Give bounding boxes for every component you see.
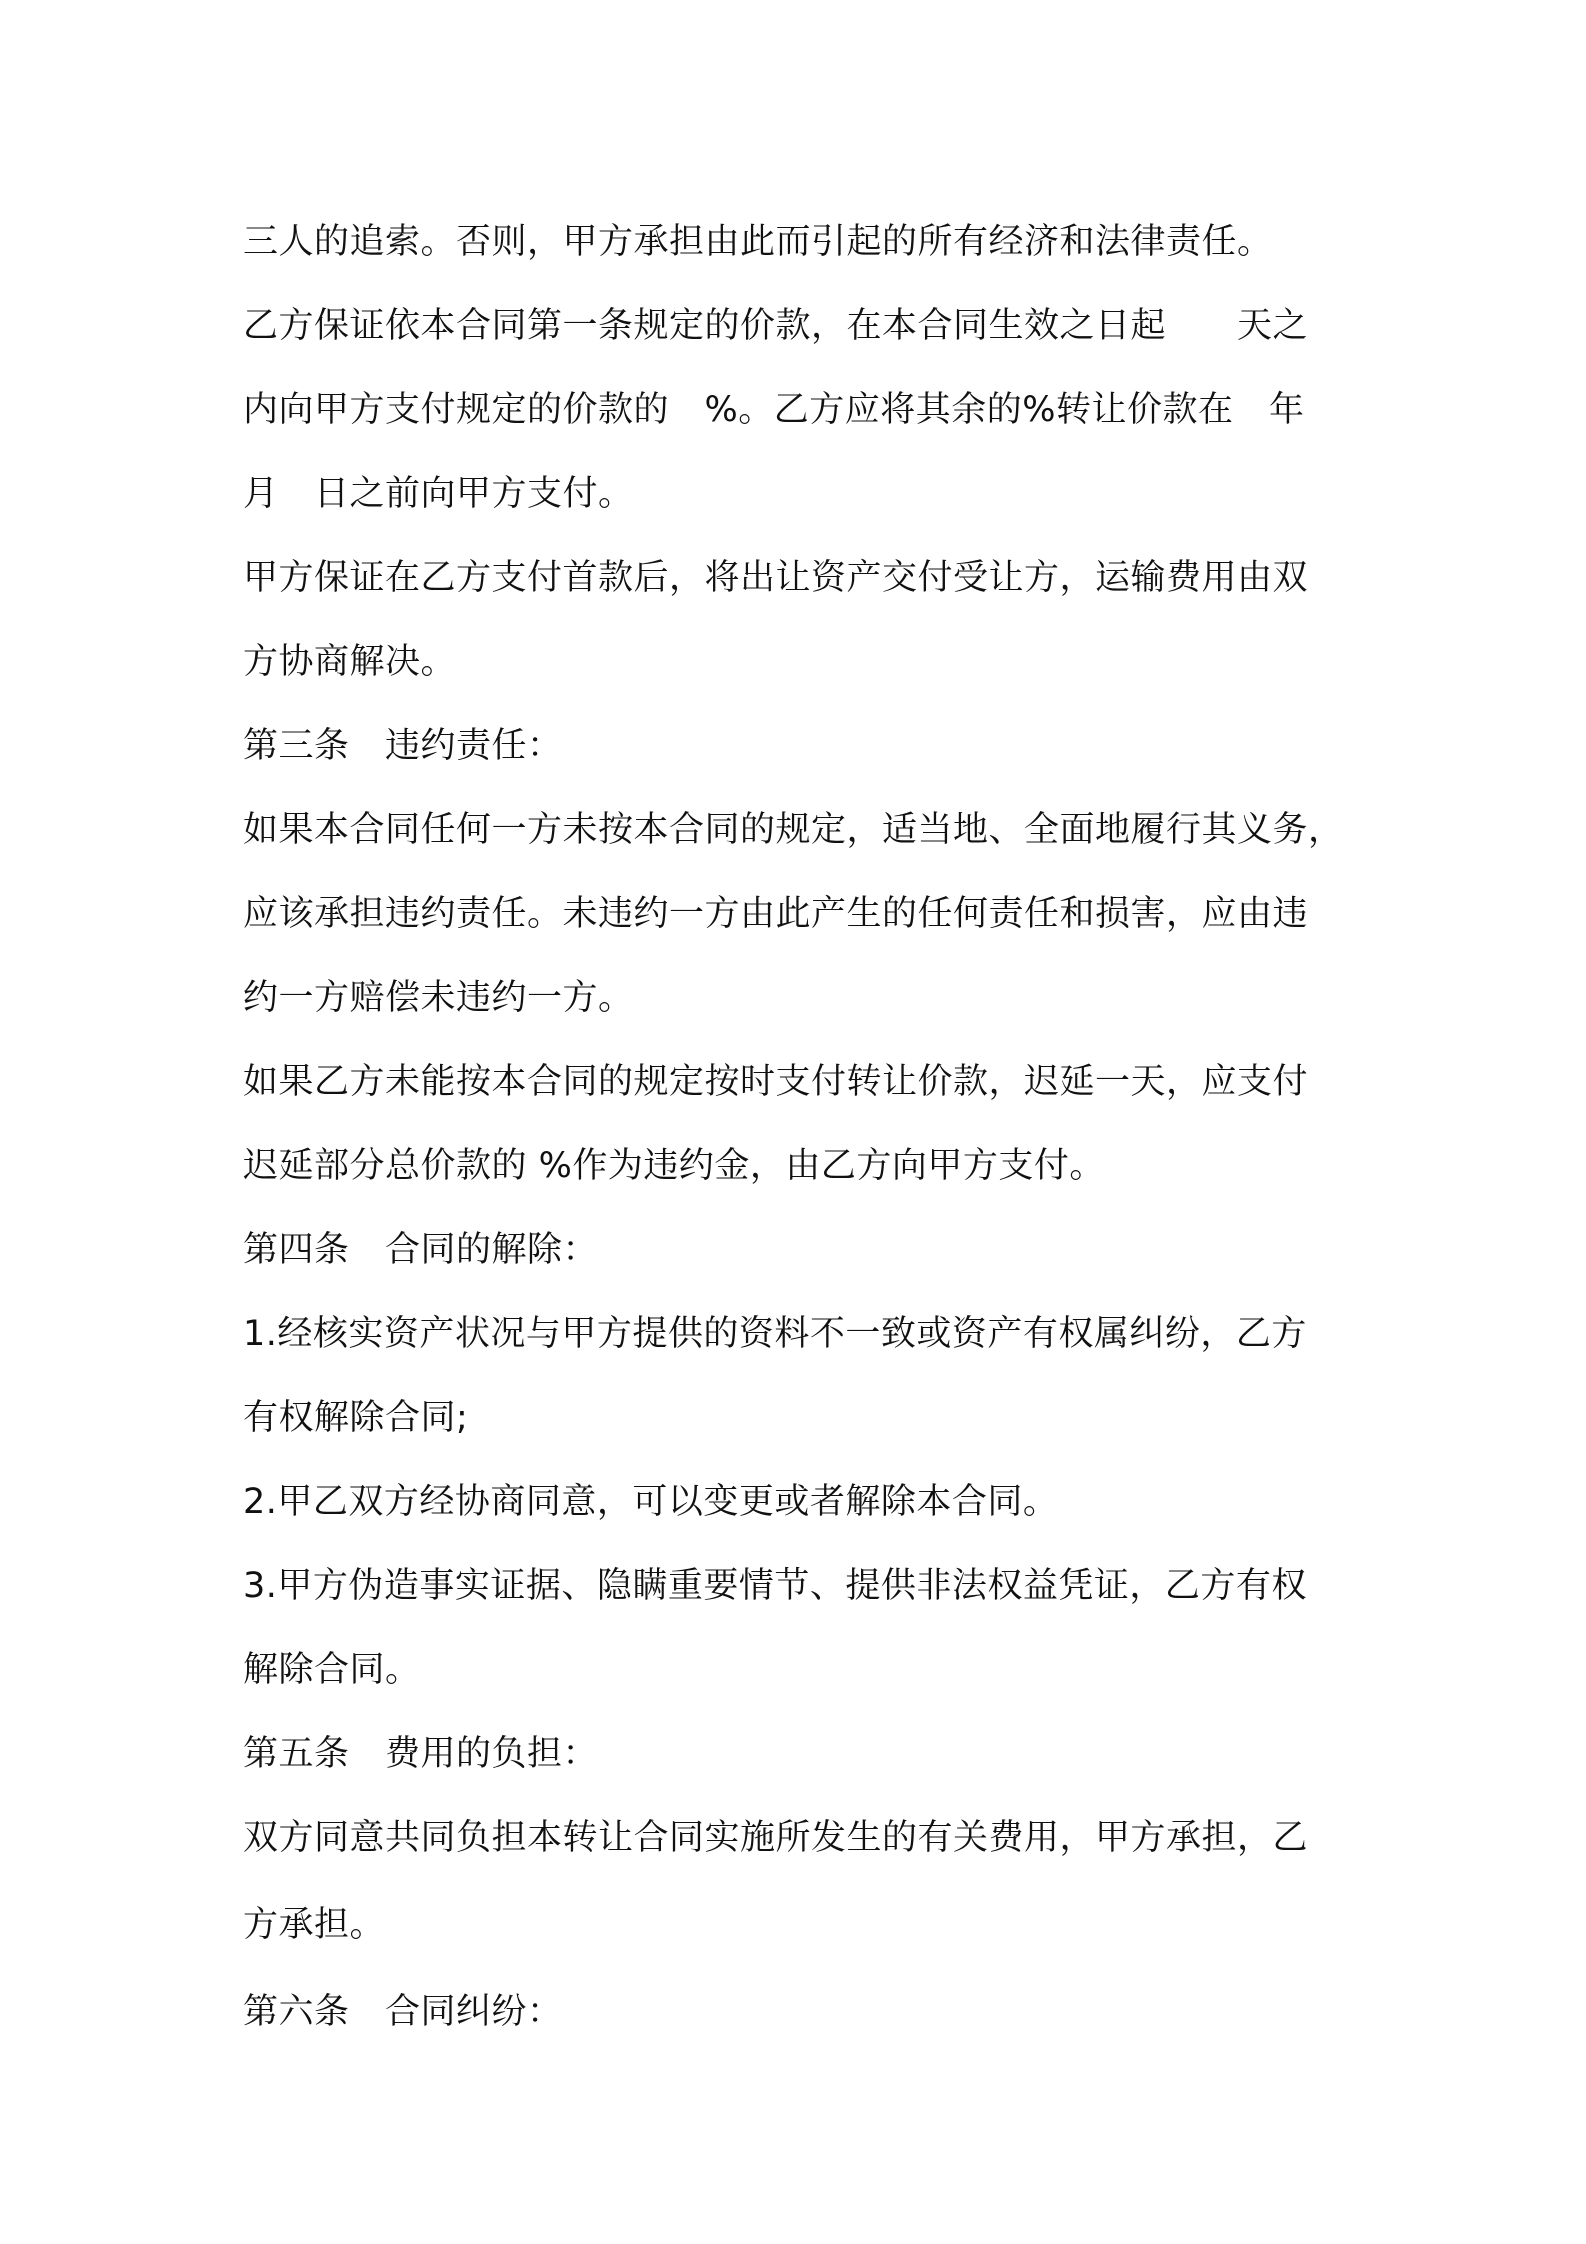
text-line: 如果本合同任何一方未按本合同的规定，适当地、全面地履行其义务， (243, 810, 1344, 850)
text-line: 1.经核实资产状况与甲方提供的资料不一致或资产有权属纠纷，乙方 (243, 1314, 1307, 1354)
text-line: 解除合同。 (243, 1650, 421, 1690)
section-heading: 第六条 合同纠纷： (243, 1992, 563, 2032)
text-line: 月 日之前向甲方支付。 (243, 474, 634, 514)
text-line: 方协商解决。 (243, 642, 457, 682)
text-line: 双方同意共同负担本转让合同实施所发生的有关费用，甲方承担，乙 (243, 1818, 1309, 1858)
section-heading: 第三条 违约责任： (243, 726, 563, 766)
text-line: 有权解除合同; (243, 1398, 469, 1438)
text-line: 2.甲乙双方经协商同意，可以变更或者解除本合同。 (243, 1482, 1059, 1522)
text-line: 如果乙方未能按本合同的规定按时支付转让价款，迟延一天，应支付 (243, 1062, 1309, 1102)
section-heading: 第四条 合同的解除： (243, 1230, 599, 1270)
text-line: 约一方赔偿未违约一方。 (243, 978, 634, 1018)
text-line: 三人的追索。否则，甲方承担由此而引起的所有经济和法律责任。 (243, 222, 1273, 262)
text-line: 迟延部分总价款的 %作为违约金，由乙方向甲方支付。 (243, 1146, 1105, 1186)
text-line: 方承担。 (243, 1905, 386, 1945)
text-line: 乙方保证依本合同第一条规定的价款，在本合同生效之日起 天之 (243, 306, 1309, 346)
text-line: 甲方保证在乙方支付首款后，将出让资产交付受让方，运输费用由双 (243, 558, 1309, 598)
text-line: 3.甲方伪造事实证据、隐瞒重要情节、提供非法权益凭证，乙方有权 (243, 1566, 1307, 1606)
text-line: 应该承担违约责任。未违约一方由此产生的任何责任和损害，应由违 (243, 894, 1309, 934)
text-line: 内向甲方支付规定的价款的 %。乙方应将其余的%转让价款在 年 (243, 390, 1305, 430)
section-heading: 第五条 费用的负担： (243, 1734, 599, 1774)
document-body (243, 200, 1353, 2054)
